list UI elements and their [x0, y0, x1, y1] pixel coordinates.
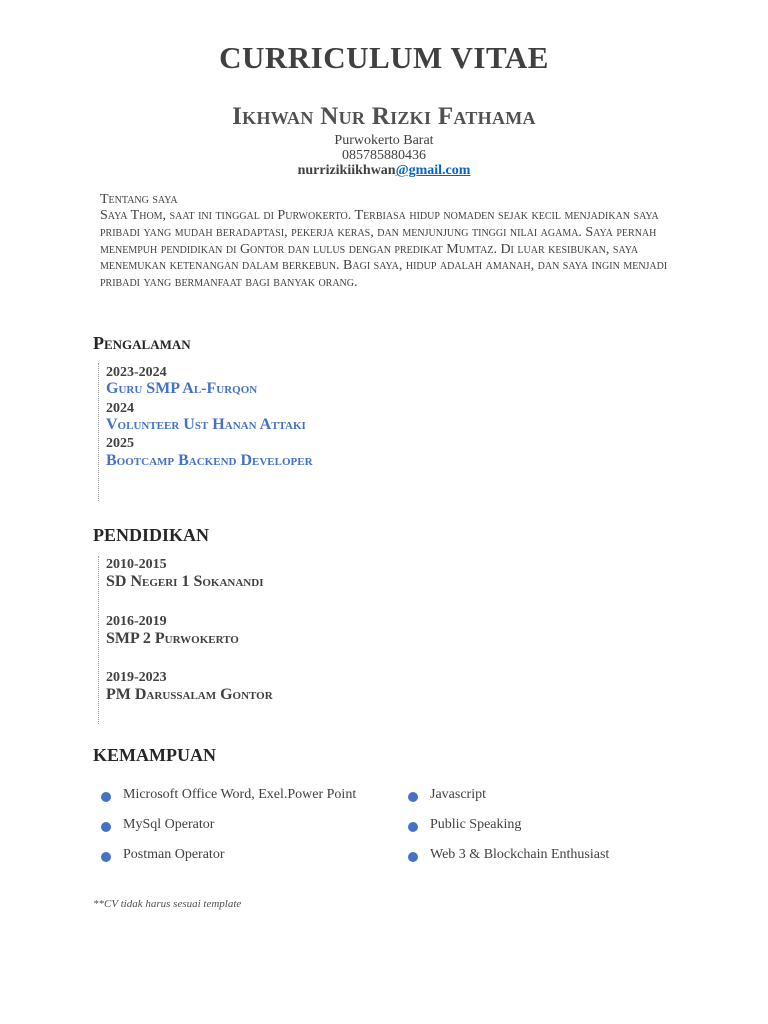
experience-heading: Pengalaman	[93, 333, 191, 353]
footer-note: **CV tidak harus sesuai template	[93, 898, 242, 910]
phone-number: 085785880436	[342, 148, 426, 163]
email-user: nurrizikiikhwan	[297, 163, 396, 178]
experience-years: 2023-2024	[106, 365, 167, 380]
bullet-icon	[408, 822, 418, 832]
skill-label: Javascript	[430, 787, 486, 802]
person-name: Ikhwan Nur Rizki Fathama	[232, 103, 536, 130]
email-address	[0, 163, 768, 179]
skill-label: Postman Operator	[123, 847, 225, 862]
skill-label: Web 3 & Blockchain Enthusiast	[430, 847, 610, 862]
about-heading: Tentang saya	[100, 192, 178, 207]
skill-label: Microsoft Office Word, Exel.Power Point	[123, 787, 357, 802]
experience-title: Bootcamp Backend Developer	[106, 452, 313, 469]
address: Purwokerto Barat	[334, 133, 434, 148]
experience-years: 2025	[106, 436, 134, 451]
experience-title: Volunteer Ust Hanan Attaki	[106, 416, 306, 433]
education-school: SMP 2 Purwokerto	[106, 630, 239, 647]
experience-title: Guru SMP Al-Furqon	[106, 380, 258, 397]
about-text: Saya Thom, saat ini tinggal di Purwokerto. Terbiasa hidup nomaden sejak kecil menjadikan saya pribadi yang mudah beradaptasi, pekerja keras, dan menjunjung tinggi nilai agama. Saya pernah menempuh pendidikan di Gontor dan lulus dengan predikat Mumtaz. Di luar kesibukan, saya menemukan ketenangan dalam berkebun. Bagi saya, hidup adalah amanah, dan saya ingin menjadi pribadi yang bermanfaat bagi banyak orang.	[100, 208, 668, 291]
education-years: 2019-2023	[106, 670, 167, 685]
education-school: SD Negeri 1 Sokanandi	[106, 573, 264, 590]
education-years: 2010-2015	[106, 557, 167, 572]
skills-heading: KEMAMPUAN	[93, 745, 216, 765]
email-link[interactable]: @gmail.com	[395, 163, 471, 178]
bullet-icon	[101, 792, 111, 802]
experience-years: 2024	[106, 401, 134, 416]
bullet-icon	[101, 852, 111, 862]
bullet-icon	[408, 852, 418, 862]
education-years: 2016-2019	[106, 614, 167, 629]
education-timeline	[98, 556, 273, 724]
education-heading: PENDIDIKAN	[93, 525, 210, 545]
skill-label: Public Speaking	[430, 817, 522, 832]
bullet-icon	[408, 792, 418, 802]
skill-label: MySql Operator	[123, 817, 215, 832]
education-school: PM Darussalam Gontor	[106, 686, 273, 703]
bullet-icon	[101, 822, 111, 832]
document-title: CURRICULUM VITAE	[219, 40, 549, 75]
experience-timeline	[98, 363, 313, 501]
